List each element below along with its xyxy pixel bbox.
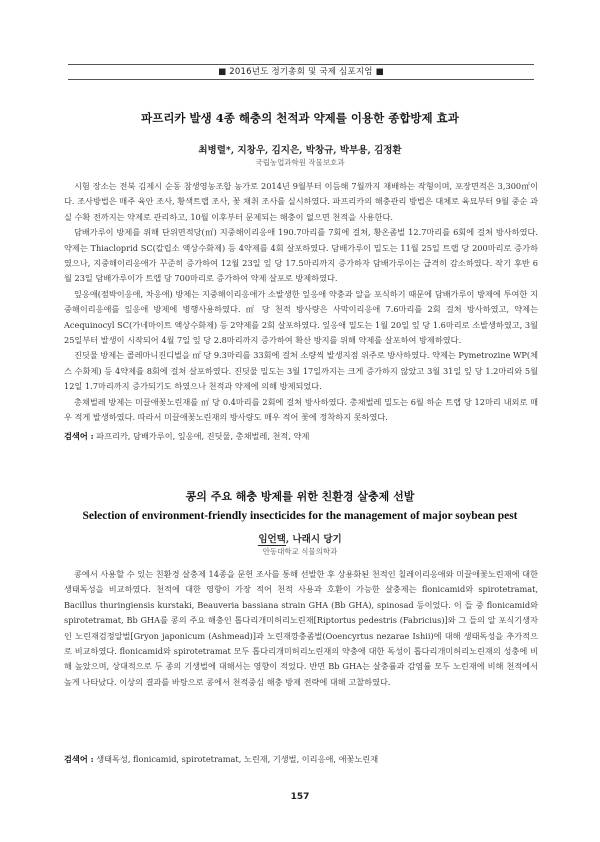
paper1-paragraph: 잎응애(점박이응애, 차응애) 방제는 지중해이리응애가 소발생한 잎응애 약충과 알을 포식하기 때문에 담배가루이 방제에 투여한 지중해이리응애를 잎응애 방제에 병행사용하였다. ㎡ 당 천적 방사량은 사막이리응애 7.6마리를 2회 걸쳐 방사하였고, 약제는 Acequinocyl SC(가네마이트 액상수화제) 등 2약제를 2회 살포하였다. 잎응애 밀도는 1월 20일 잎 당 1.6마리로 소발생하였고, 3월 25일부터 발생이 시작되어 4월 7일 잎 당 2.8마리까지 증가하여 확산 방지를 위해 약제를 살포하여 방제하였다. — [64, 288, 538, 346]
paper2-title-english: Selection of environment-friendly insecticides for the management of major soybean pest — [82, 510, 518, 522]
paper1-keywords-list: 파프리카, 담배가루이, 잎응애, 진딧물, 총채벌레, 천적, 약제 — [96, 431, 310, 441]
paper1-authors: 최병렬*, 지창우, 김지은, 박창규, 박부용, 김정환 — [198, 145, 402, 156]
paper1-paragraph: 담배가루이 방제를 위해 단위면적당(㎡) 지중해이리응애 190.7마리를 7회에 걸쳐, 황온좀벌 12.7마리를 6회에 걸쳐 방사하였다. 약제는 Thiacloprid SC(칼립소 액상수화제) 등 4약제를 4회 살포하였다. 담배가루이 밀도는 11월 25일 트랩 당 200마리로 증가하였으나, 지중해이리응애가 꾸준히 증가하여 12월 23일 잎 당 17.5마리까지 증가하자 담배가루이는 급격히 감소하였다. 작기 후반 6월 23일 담배가루이가 트랩 당 700마리로 증가하여 약제 살포로 방제하였다. — [64, 227, 538, 284]
paper1-paragraph: 진딧물 방제는 콜레마니진디벌을 ㎡ 당 9.3마리를 33회에 걸쳐 소량씩 발생지점 위주로 방사하였다. 약제는 Pymetrozine WP(체스 수화제) 등 4약제를 8회에 걸쳐 살포하였다. 진딧물 밀도는 3월 17일까지는 크게 증가하지 않았고 3월 31일 잎 당 1.2마리와 5월 12일 1.7마리까지 증가되기도 하였으나 천적과 약제에 의해 방제되었다. — [64, 350, 538, 392]
paper2-coauthors: , 나래시 당기 — [285, 534, 342, 545]
paper1-affiliation: 국립농업과학원 작물보호과 — [255, 158, 345, 167]
paper2-presenting-author: 임언택 — [258, 534, 286, 545]
paper2-paragraph: 콩에서 사용할 수 있는 친환경 살충제 14종을 문헌 조사를 통해 선발한 후 상용화된 천적인 칠레이리응애와 미끌애꽃노린재에 대한 생태독성을 비교하였다. 천적에 대한 영향이 가장 적어 천적 사용과 호환이 가능한 살충제는 flonicamid와 spirotetramat, Bacillus thuringiensis kurstaki, Beauveria bassiana strain GHA (Bb GHA), spinosad 등이었다. 이 들 중 flonicamid와 spirotetramat, Bb GHA를 콩의 주요 해충인 톱다리개미허리노린재[Riptortus pedestris (Fabricius)]와 그 들의 알 포식기생자인 노린재검정알벌[Gryon japonicum (Ashmead)]과 노린재깡충좀벌(Ooencyrtus nezarae Ishii)에 대해 생태독성을 추가적으로 비교하였다. flonicamid와 spirotetramat 모두 톱다리개미허리노린재의 약충에 대한 독성이 톱다리개미허리노린재의 성충에 비해 높았으며, 상대적으로 두 종의 기생벌에 대해서는 영향이 적었다. 반면 Bb GHA는 살충률과 감염률 모두 노린재에 비해 천적에서 높게 나타났다. 이상의 결과를 바탕으로 콩에서 천적중심 해충 방제 전략에 대해 고찰하였다. — [64, 569, 538, 687]
paper2-keywords-list: 생태독성, flonicamid, spirotetramat, 노린재, 기생벌, 이리응애, 애꽃노린재 — [96, 754, 379, 764]
paper2-keywords-label: 검색어 : — [64, 754, 94, 764]
paper2-affiliation: 안동대학교 식물의학과 — [262, 547, 338, 556]
paper2-keywords — [64, 754, 538, 765]
paper1-title: 파프리카 발생 4종 해충의 천적과 약제를 이용한 종합방제 효과 — [141, 111, 459, 125]
paper2-title-korean: 콩의 주요 해충 방제를 위한 친환경 살충제 선발 — [185, 490, 415, 503]
paper1-paragraph: 시험 장소는 전북 김제시 순동 참생영농조합 농가로 2014년 9월부터 이듬해 7월까지 재배하는 작형이며, 포장면적은 3,300㎡이다. 조사방법은 매주 육안 조사, 황색트랩 조사, 꽃 채취 조사를 실시하였다. 파프리카의 해충관리 방법은 대체로 육묘부터 9월 중순 과실 수확 전까지는 약제로 관리하고, 10월 이후부터 문제되는 해충이 없으면 천적을 사용한다. — [64, 181, 538, 222]
paper2-title — [60, 488, 540, 522]
paper2-authors — [60, 531, 540, 545]
paper1-abstract — [64, 179, 538, 426]
proceedings-header: ■ 2016년도 정기총회 및 국제 심포지엄 ■ — [68, 64, 534, 80]
paper1-paragraph: 총채벌레 방제는 미끌애꽃노린재를 ㎡ 당 0.4마리를 2회에 걸쳐 방사하였다. 총채벌레 밀도는 6월 하순 트랩 당 12마리 내외로 매우 적게 발생하였다. 따라서 미끌애꽃노린재의 방사량도 매우 적어 꽃에 정착하지 못하였다. — [64, 396, 538, 423]
paper1-keywords — [64, 431, 538, 442]
paper2-abstract — [64, 567, 538, 690]
paper1-keywords-label: 검색어 : — [64, 431, 94, 441]
page-number: 157 — [290, 792, 310, 802]
